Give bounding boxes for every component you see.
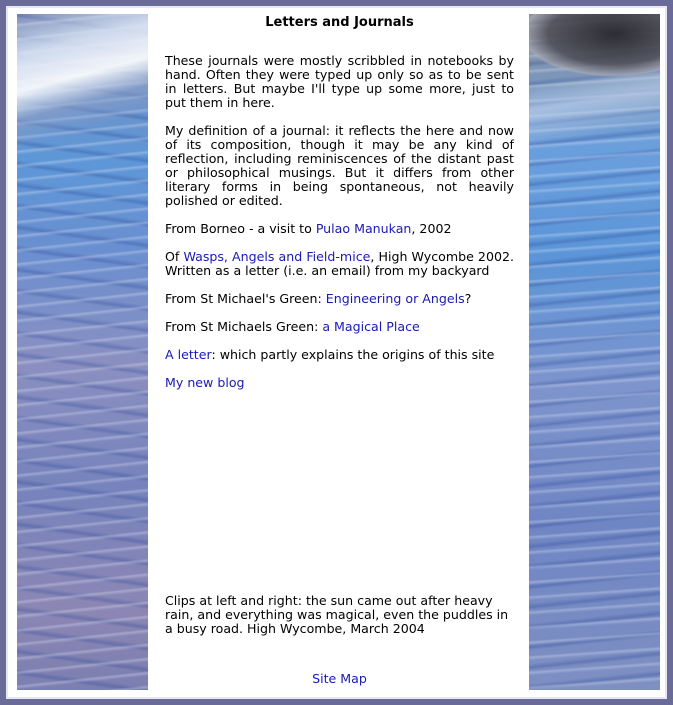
- link-engineering-or-angels[interactable]: Engineering or Angels: [325, 291, 465, 306]
- entry-text: From St Michael's Green:: [165, 291, 326, 306]
- entry-magical-place: [165, 320, 514, 334]
- footer: [165, 672, 514, 686]
- link-my-new-blog[interactable]: My new blog: [165, 375, 245, 390]
- page-frame: [6, 6, 667, 699]
- entry-text: From St Michaels Green:: [165, 319, 323, 334]
- link-magical-place[interactable]: a Magical Place: [322, 319, 420, 334]
- entry-text: , High Wycombe 2002. Written as a letter (i.e. an email) from my backyard: [165, 249, 514, 278]
- entry-engineering: [165, 292, 514, 306]
- left-puddle-photo: [17, 14, 148, 690]
- site-map-link[interactable]: Site Map: [312, 671, 367, 686]
- link-a-letter[interactable]: A letter: [165, 347, 212, 362]
- intro-paragraph: These journals were mostly scribbled in notebooks by hand. Often they were typed up only so as to be sent in letters. But maybe I'll type up some more, just to put them in here.: [165, 53, 514, 110]
- entry-wasps: [165, 250, 514, 278]
- right-puddle-photo: [529, 14, 660, 690]
- definition-paragraph: My definition of a journal: it reflects the here and now of its composition, though it may be any kind of reflection, including reminiscences of the distant past or philosophical musings. But it differs from other literary forms in being spontaneous, not heavily polished or edited.: [165, 123, 514, 208]
- entry-text: ?: [464, 291, 472, 306]
- photo-caption: Clips at left and right: the sun came out after heavy rain, and everything was magical, even the puddles in a busy road. High Wycombe, March 2004: [165, 593, 509, 636]
- main-content: [165, 14, 514, 690]
- page-title: Letters and Journals: [265, 15, 414, 30]
- entry-borneo: [165, 222, 514, 236]
- entry-text: Of: [165, 249, 184, 264]
- entry-blog: [165, 376, 514, 390]
- link-pulao-manukan[interactable]: Pulao Manukan: [315, 221, 412, 236]
- link-wasps-angels-field-mice[interactable]: Wasps, Angels and Field-mice: [183, 249, 371, 264]
- entry-text: From Borneo - a visit to: [165, 221, 316, 236]
- entry-text: , 2002: [411, 221, 452, 236]
- entry-letter: [165, 348, 514, 362]
- entry-text: : which partly explains the origins of this site: [211, 347, 495, 362]
